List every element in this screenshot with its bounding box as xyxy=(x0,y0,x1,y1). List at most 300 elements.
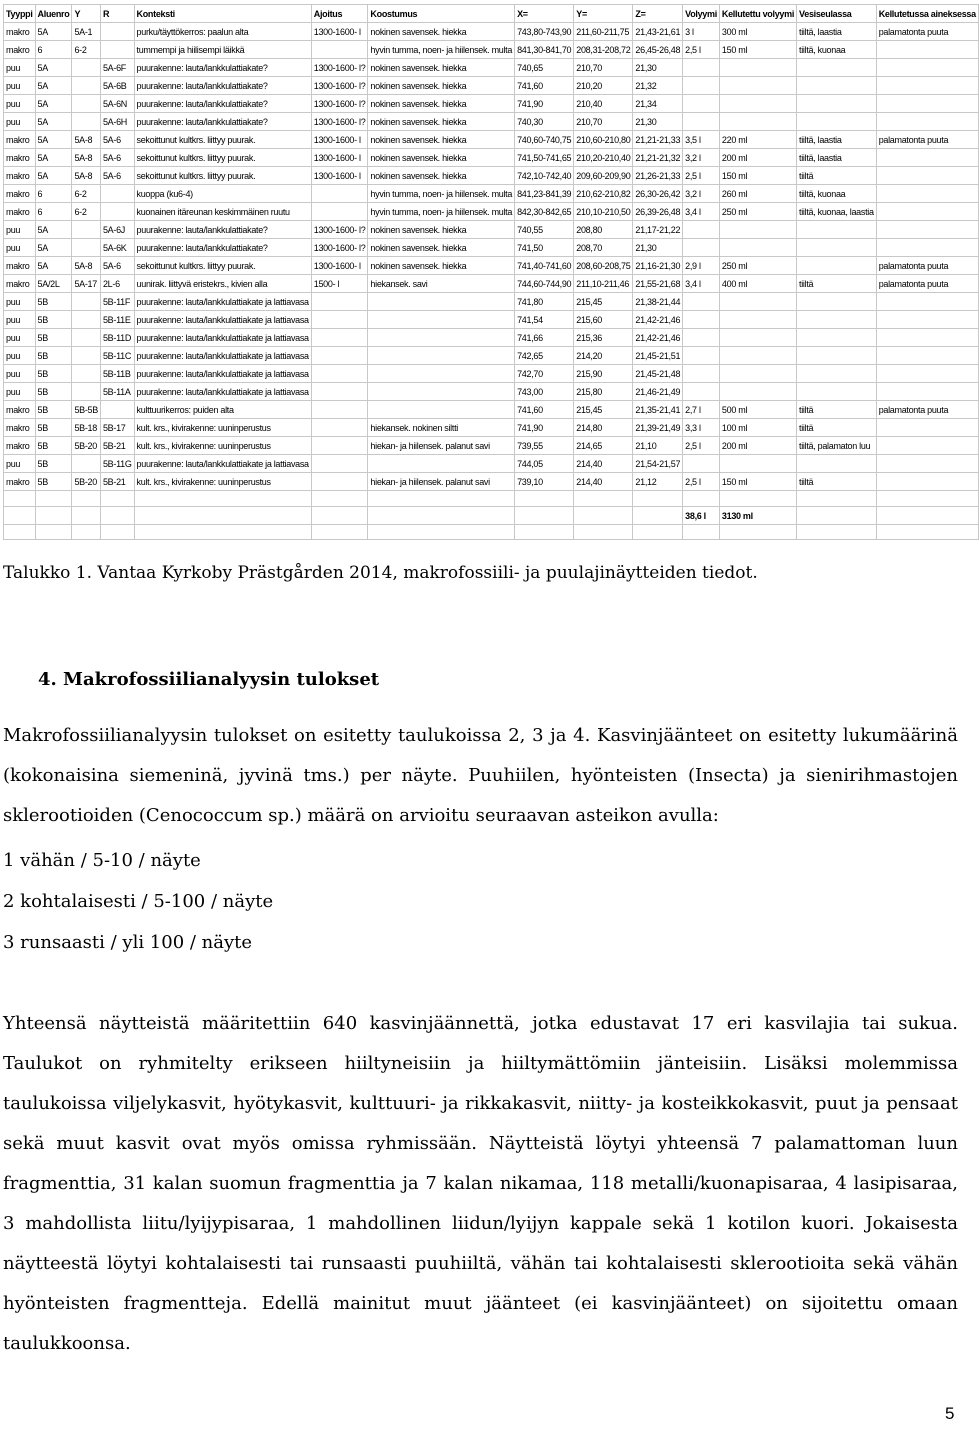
table-cell xyxy=(719,347,796,365)
table-cell xyxy=(719,365,796,383)
table-cell: 100 ml xyxy=(719,419,796,437)
table-cell: 5B-11A xyxy=(100,383,134,401)
table-cell xyxy=(876,365,978,383)
table-cell: 214,20 xyxy=(574,347,633,365)
table-cell: puu xyxy=(4,59,36,77)
table-cell: 3,3 l xyxy=(683,419,720,437)
table-row xyxy=(4,365,979,383)
empty-cell xyxy=(100,507,134,525)
empty-cell xyxy=(134,507,311,525)
table-cell: 215,36 xyxy=(574,329,633,347)
table-cell: kult. krs., kivirakenne: uuninperustus xyxy=(134,473,311,491)
table-cell: 211,60-211,75 xyxy=(574,23,633,41)
table-cell: 5A-6H xyxy=(100,113,134,131)
column-header: Ajoitus xyxy=(311,5,368,23)
table-cell: 5A-8 xyxy=(72,167,101,185)
table-cell: puu xyxy=(4,455,36,473)
table-cell: 5A xyxy=(35,239,72,257)
table-cell: 200 ml xyxy=(719,149,796,167)
table-cell xyxy=(797,95,877,113)
table-cell xyxy=(683,329,720,347)
table-cell xyxy=(876,293,978,311)
table-cell: 5A xyxy=(35,95,72,113)
table-cell xyxy=(368,347,515,365)
table-cell xyxy=(797,329,877,347)
table-cell xyxy=(368,401,515,419)
table-cell xyxy=(797,257,877,275)
table-cell xyxy=(876,239,978,257)
table-cell: 741,60 xyxy=(515,77,574,95)
sample-data-table xyxy=(3,4,979,540)
table-cell xyxy=(311,41,368,59)
table-cell xyxy=(683,455,720,473)
table-cell: nokinen savensek. hiekka xyxy=(368,167,515,185)
table-cell xyxy=(100,203,134,221)
table-cell: 400 ml xyxy=(719,275,796,293)
table-cell: makro xyxy=(4,401,36,419)
empty-cell xyxy=(35,525,72,540)
table-cell: 5A-8 xyxy=(72,257,101,275)
table-cell: makro xyxy=(4,473,36,491)
table-cell: 21,45-21,51 xyxy=(633,347,683,365)
table-cell: kuonainen itäreunan keskimmäinen ruutu xyxy=(134,203,311,221)
table-cell: 5B-18 xyxy=(72,419,101,437)
empty-cell xyxy=(574,525,633,540)
table-cell: sekoittunut kultkrs. liittyy puurak. xyxy=(134,257,311,275)
table-cell: tiiltä xyxy=(797,275,877,293)
table-row xyxy=(4,221,979,239)
table-cell xyxy=(683,95,720,113)
table-cell xyxy=(311,401,368,419)
table-cell: 1300-1600- l xyxy=(311,167,368,185)
table-cell: purku/täyttökerros: paalun alta xyxy=(134,23,311,41)
table-cell: tiiltä, kuonaa xyxy=(797,185,877,203)
table-cell: puurakenne: lauta/lankkulattiakate? xyxy=(134,77,311,95)
table-cell: 21,16-21,30 xyxy=(633,257,683,275)
table-cell: 210,60-210,80 xyxy=(574,131,633,149)
table-cell: 5B xyxy=(35,419,72,437)
table-cell xyxy=(72,365,101,383)
table-cell: 5A-6F xyxy=(100,59,134,77)
total-floated-volume: 3130 ml xyxy=(719,507,796,525)
table-cell: tiiltä xyxy=(797,473,877,491)
table-cell: 2L-6 xyxy=(100,275,134,293)
table-cell: hiekansek. savi xyxy=(368,275,515,293)
table-cell: 21,45-21,48 xyxy=(633,365,683,383)
table-cell xyxy=(797,113,877,131)
table-cell xyxy=(100,401,134,419)
table-row xyxy=(4,455,979,473)
table-cell: 3,5 l xyxy=(683,131,720,149)
table-cell: 21,30 xyxy=(633,239,683,257)
table-cell: sekoittunut kultkrs. liittyy puurak. xyxy=(134,131,311,149)
table-cell: 1300-1600- l? xyxy=(311,239,368,257)
table-cell: makro xyxy=(4,149,36,167)
table-cell xyxy=(719,293,796,311)
table-cell xyxy=(876,149,978,167)
table-cell: 260 ml xyxy=(719,185,796,203)
table-cell xyxy=(876,383,978,401)
empty-cell xyxy=(72,507,101,525)
table-cell: kulttuurikerros: puiden alta xyxy=(134,401,311,419)
table-cell: 208,70 xyxy=(574,239,633,257)
table-cell: 210,70 xyxy=(574,113,633,131)
table-cell xyxy=(311,473,368,491)
table-cell: 1300-1600- l? xyxy=(311,59,368,77)
table-cell: 741,66 xyxy=(515,329,574,347)
table-cell: 215,80 xyxy=(574,383,633,401)
scale-item-3: 3 runsaasti / yli 100 / näyte xyxy=(3,932,253,953)
table-cell: puurakenne: lauta/lankkulattiakate? xyxy=(134,95,311,113)
table-cell xyxy=(719,239,796,257)
table-cell: 1300-1600- l xyxy=(311,257,368,275)
table-cell xyxy=(311,311,368,329)
table-cell: 21,10 xyxy=(633,437,683,455)
table-row xyxy=(4,167,979,185)
table-cell xyxy=(719,221,796,239)
table-cell: 5A/2L xyxy=(35,275,72,293)
table-cell xyxy=(876,59,978,77)
table-cell: nokinen savensek. hiekka xyxy=(368,23,515,41)
table-cell: 5B xyxy=(35,383,72,401)
table-cell: 215,45 xyxy=(574,293,633,311)
table-cell xyxy=(876,203,978,221)
table-cell: tiiltä, kuonaa, laastia xyxy=(797,203,877,221)
empty-cell xyxy=(719,491,796,507)
table-row xyxy=(4,41,979,59)
table-cell: 5B-11C xyxy=(100,347,134,365)
table-cell: 5A-6N xyxy=(100,95,134,113)
table-cell: 744,05 xyxy=(515,455,574,473)
empty-cell xyxy=(633,525,683,540)
table-row xyxy=(4,437,979,455)
table-cell xyxy=(683,239,720,257)
table-cell: nokinen savensek. hiekka xyxy=(368,113,515,131)
table-cell xyxy=(368,311,515,329)
table-cell: 5A-6J xyxy=(100,221,134,239)
table-cell: 5A-8 xyxy=(72,149,101,167)
table-cell: palamatonta puuta xyxy=(876,257,978,275)
table-cell xyxy=(368,383,515,401)
table-cell: tiiltä xyxy=(797,401,877,419)
column-header: R xyxy=(100,5,134,23)
blank-row xyxy=(4,525,979,540)
empty-cell xyxy=(683,525,720,540)
table-cell: 740,30 xyxy=(515,113,574,131)
column-header: Tyyppi xyxy=(4,5,36,23)
table-cell: tummempi ja hiilisempi läikkä xyxy=(134,41,311,59)
table-cell xyxy=(719,95,796,113)
table-cell xyxy=(876,311,978,329)
empty-cell xyxy=(574,491,633,507)
table-cell: 300 ml xyxy=(719,23,796,41)
table-cell: 209,60-209,90 xyxy=(574,167,633,185)
table-cell xyxy=(311,293,368,311)
empty-cell xyxy=(72,525,101,540)
table-cell: puu xyxy=(4,293,36,311)
table-cell: 5A-6 xyxy=(100,257,134,275)
table-cell xyxy=(876,437,978,455)
empty-cell xyxy=(368,525,515,540)
table-cell: 6 xyxy=(35,41,72,59)
table-cell: 5B xyxy=(35,437,72,455)
table-cell: 5B-20 xyxy=(72,437,101,455)
total-volume: 38,6 l xyxy=(683,507,720,525)
column-header: Y xyxy=(72,5,101,23)
table-cell xyxy=(876,221,978,239)
table-cell xyxy=(100,23,134,41)
column-header: X= xyxy=(515,5,574,23)
table-cell xyxy=(683,293,720,311)
table-cell: 6 xyxy=(35,203,72,221)
column-header: Y= xyxy=(574,5,633,23)
table-cell: 741,50-741,65 xyxy=(515,149,574,167)
table-cell: makro xyxy=(4,23,36,41)
empty-cell xyxy=(311,507,368,525)
table-cell xyxy=(368,329,515,347)
table-cell: 21,21-21,32 xyxy=(633,149,683,167)
table-header-row xyxy=(4,5,979,23)
table-cell: 21,35-21,41 xyxy=(633,401,683,419)
table-cell: 215,60 xyxy=(574,311,633,329)
table-row xyxy=(4,473,979,491)
table-cell: puurakenne: lauta/lankkulattiakate ja lattiavasa xyxy=(134,383,311,401)
table-cell xyxy=(797,221,877,239)
table-cell xyxy=(876,347,978,365)
table-cell: 21,54-21,57 xyxy=(633,455,683,473)
empty-cell xyxy=(368,507,515,525)
table-cell: puurakenne: lauta/lankkulattiakate? xyxy=(134,113,311,131)
table-row xyxy=(4,149,979,167)
table-cell: 5B xyxy=(35,347,72,365)
table-cell: 5A-6 xyxy=(100,149,134,167)
table-cell: 21,17-21,22 xyxy=(633,221,683,239)
table-cell: hiekansek. nokinen siltti xyxy=(368,419,515,437)
table-cell: uunirak. liittyvä eristekrs., kivien alla xyxy=(134,275,311,293)
table-cell: 1300-1600- l xyxy=(311,131,368,149)
table-cell: 3,2 l xyxy=(683,149,720,167)
table-cell xyxy=(368,365,515,383)
empty-cell xyxy=(4,525,36,540)
empty-cell xyxy=(311,525,368,540)
table-cell xyxy=(876,95,978,113)
table-cell: puu xyxy=(4,383,36,401)
table-row xyxy=(4,185,979,203)
empty-cell xyxy=(4,507,36,525)
table-cell: 1300-1600- l xyxy=(311,23,368,41)
table-cell: hyvin tumma, noen- ja hiilensek. multa xyxy=(368,203,515,221)
table-cell: 5B-11E xyxy=(100,311,134,329)
table-cell: tiiltä, laastia xyxy=(797,149,877,167)
table-cell: 210,20-210,40 xyxy=(574,149,633,167)
table-cell: puurakenne: lauta/lankkulattiakate ja lattiavasa xyxy=(134,329,311,347)
table-cell: 2,9 l xyxy=(683,257,720,275)
table-cell xyxy=(797,239,877,257)
table-row xyxy=(4,77,979,95)
table-cell: hiekan- ja hiilensek. palanut savi xyxy=(368,437,515,455)
table-cell: 741,90 xyxy=(515,419,574,437)
empty-cell xyxy=(368,491,515,507)
table-cell xyxy=(72,221,101,239)
table-row xyxy=(4,329,979,347)
table-cell: 742,10-742,40 xyxy=(515,167,574,185)
empty-cell xyxy=(134,525,311,540)
table-cell: hiekan- ja hiilensek. palanut savi xyxy=(368,473,515,491)
table-cell xyxy=(719,77,796,95)
table-cell: 6-2 xyxy=(72,41,101,59)
table-cell: 5B-17 xyxy=(100,419,134,437)
empty-cell xyxy=(515,507,574,525)
table-cell xyxy=(876,41,978,59)
table-cell: 841,23-841,39 xyxy=(515,185,574,203)
table-cell: 5A-8 xyxy=(72,131,101,149)
scale-item-1: 1 vähän / 5-10 / näyte xyxy=(3,850,201,871)
table-cell xyxy=(797,59,877,77)
table-cell xyxy=(72,383,101,401)
table-cell: 21,38-21,44 xyxy=(633,293,683,311)
table-cell xyxy=(72,113,101,131)
table-cell xyxy=(876,473,978,491)
table-cell: 21,55-21,68 xyxy=(633,275,683,293)
table-cell: 210,70 xyxy=(574,59,633,77)
table-cell: 208,60-208,75 xyxy=(574,257,633,275)
table-row xyxy=(4,257,979,275)
table-cell: palamatonta puuta xyxy=(876,275,978,293)
table-row xyxy=(4,239,979,257)
empty-cell xyxy=(876,491,978,507)
table-cell xyxy=(72,293,101,311)
table-cell: puurakenne: lauta/lankkulattiakate? xyxy=(134,239,311,257)
empty-cell xyxy=(876,525,978,540)
table-cell: puurakenne: lauta/lankkulattiakate ja lattiavasa xyxy=(134,455,311,473)
table-cell: 21,39-21,49 xyxy=(633,419,683,437)
column-header: Z= xyxy=(633,5,683,23)
table-cell: 21,34 xyxy=(633,95,683,113)
empty-cell xyxy=(515,525,574,540)
table-cell: 743,80-743,90 xyxy=(515,23,574,41)
table-cell xyxy=(876,113,978,131)
table-cell: 211,10-211,46 xyxy=(574,275,633,293)
table-row xyxy=(4,347,979,365)
table-cell: nokinen savensek. hiekka xyxy=(368,221,515,239)
table-cell: 21,32 xyxy=(633,77,683,95)
table-cell: 21,46-21,49 xyxy=(633,383,683,401)
table-cell: 5B xyxy=(35,455,72,473)
table-cell xyxy=(683,383,720,401)
table-row xyxy=(4,275,979,293)
table-cell: 21,43-21,61 xyxy=(633,23,683,41)
table-cell xyxy=(72,95,101,113)
table-cell: nokinen savensek. hiekka xyxy=(368,149,515,167)
table-cell: makro xyxy=(4,257,36,275)
table-cell: 740,65 xyxy=(515,59,574,77)
table-row xyxy=(4,59,979,77)
table-cell: 6 xyxy=(35,185,72,203)
column-header: Volyymi xyxy=(683,5,720,23)
table-cell xyxy=(876,329,978,347)
table-cell: tiiltä xyxy=(797,167,877,185)
page-number: 5 xyxy=(945,1404,955,1423)
table-cell: 5B-5B xyxy=(72,401,101,419)
table-cell: 2,5 l xyxy=(683,41,720,59)
table-cell: 5A xyxy=(35,131,72,149)
scale-item-2: 2 kohtalaisesti / 5-100 / näyte xyxy=(3,891,274,912)
empty-cell xyxy=(72,491,101,507)
table-cell: 21,12 xyxy=(633,473,683,491)
table-cell: 21,42-21,46 xyxy=(633,329,683,347)
table-cell: 2,5 l xyxy=(683,473,720,491)
table-cell: 215,90 xyxy=(574,365,633,383)
table-cell: 5A-6K xyxy=(100,239,134,257)
table-cell: 150 ml xyxy=(719,167,796,185)
table-cell xyxy=(797,77,877,95)
table-cell: makro xyxy=(4,185,36,203)
table-cell: 5B xyxy=(35,365,72,383)
table-cell: 741,60 xyxy=(515,401,574,419)
table-cell: 1300-1600- l xyxy=(311,149,368,167)
table-cell: 5B xyxy=(35,293,72,311)
table-cell: 150 ml xyxy=(719,41,796,59)
empty-cell xyxy=(797,507,877,525)
table-cell: 21,26-21,33 xyxy=(633,167,683,185)
table-cell: tiiltä, laastia xyxy=(797,131,877,149)
table-cell: makro xyxy=(4,167,36,185)
table-cell: puurakenne: lauta/lankkulattiakate ja lattiavasa xyxy=(134,311,311,329)
table-cell: 5B xyxy=(35,401,72,419)
table-cell: puu xyxy=(4,221,36,239)
table-cell: nokinen savensek. hiekka xyxy=(368,257,515,275)
table-cell: 1300-1600- l? xyxy=(311,77,368,95)
table-cell: nokinen savensek. hiekka xyxy=(368,59,515,77)
table-cell: 5B-11G xyxy=(100,455,134,473)
table-cell xyxy=(311,455,368,473)
table-cell xyxy=(719,329,796,347)
table-cell: 5A xyxy=(35,149,72,167)
section-heading: 4. Makrofossiilianalyysin tulokset xyxy=(38,669,380,690)
table-cell xyxy=(683,113,720,131)
table-row xyxy=(4,293,979,311)
table-row xyxy=(4,131,979,149)
table-cell xyxy=(797,347,877,365)
empty-cell xyxy=(515,491,574,507)
table-cell: 5A xyxy=(35,113,72,131)
table-cell: puurakenne: lauta/lankkulattiakate? xyxy=(134,221,311,239)
empty-cell xyxy=(797,525,877,540)
table-cell xyxy=(311,383,368,401)
table-cell: 5B xyxy=(35,329,72,347)
empty-cell xyxy=(633,507,683,525)
table-cell: 214,40 xyxy=(574,473,633,491)
table-row xyxy=(4,23,979,41)
table-cell: makro xyxy=(4,437,36,455)
empty-cell xyxy=(100,525,134,540)
table-cell: 210,20 xyxy=(574,77,633,95)
table-cell: tiiltä, kuonaa xyxy=(797,41,877,59)
totals-row xyxy=(4,507,979,525)
table-cell: 26,30-26,42 xyxy=(633,185,683,203)
table-cell: hyvin tumma, noen- ja hiilensek. multa xyxy=(368,41,515,59)
table-cell: 742,65 xyxy=(515,347,574,365)
table-cell xyxy=(683,311,720,329)
empty-cell xyxy=(633,491,683,507)
table-cell: 5A-1 xyxy=(72,23,101,41)
table-cell xyxy=(683,77,720,95)
table-cell xyxy=(311,203,368,221)
column-header: Kellutettu volyymi xyxy=(719,5,796,23)
table-cell xyxy=(683,59,720,77)
table-cell: nokinen savensek. hiekka xyxy=(368,95,515,113)
table-row xyxy=(4,311,979,329)
